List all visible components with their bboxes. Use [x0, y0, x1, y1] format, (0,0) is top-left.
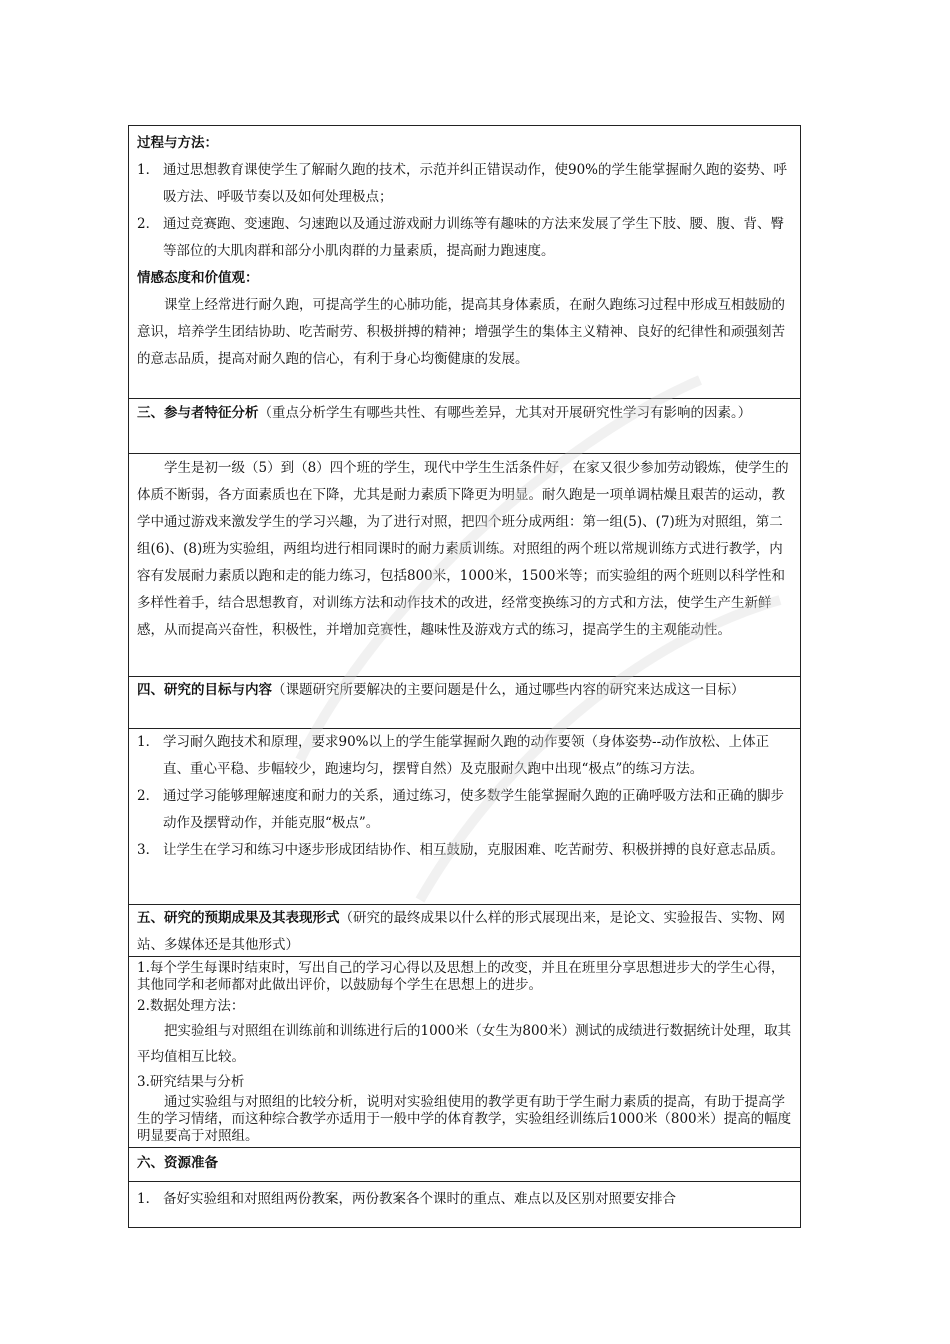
section3-title: 三、参与者特征分析 [137, 405, 259, 421]
list-item [137, 157, 792, 211]
list-item [137, 783, 792, 837]
item-text: 学习耐久跑技术和原理，要求90%以上的学生能掌握耐久跑的动作要领（身体姿势--动作放松、上体正直、重心平稳、步幅较少，跑速均匀，摆臂自然）及克服耐久跑中出现“极点”的练习方法。 [163, 734, 770, 777]
section5-p3-head: 3.研究结果与分析 [137, 1074, 245, 1090]
section3-text: 学生是初一级（5）到（8）四个班的学生，现代中学生生活条件好，在家又很少参加劳动锻炼，使学生的体质不断弱，各方面素质也在下降，尤其是耐力素质下降更为明显。耐久跑是一项单调枯燥且艰苦的运动，教学中通过游戏来激发学生的学习兴趣，为了进行对照，把四个班分成两组：第一组(5)、(7)班为对照组，第二组(6)、(8)班为实验组，两组均进行相同课时的耐力素质训练。对照组的两个班以常规训练方式进行教学，内容有发展耐力素质以跑和走的能力练习，包括800米，1000米，1500米等；而实验组的两个班则以科学性和多样性着手，结合思想教育，对训练方法和动作技术的改进，经常变换练习的方式和方法，使学生产生新鲜感，从而提高兴奋性，积极性，并增加竞赛性，趣味性及游戏方式的练习，提高学生的主观能动性。 [137, 460, 789, 638]
item-text: 通过学习能够理解速度和耐力的关系，通过练习，使多数学生能掌握耐久跑的正确呼吸方法和正确的脚步动作及摆臂动作，并能克服“极点”。 [163, 788, 784, 831]
row-section4-header [129, 677, 800, 729]
row-section3-header [129, 399, 800, 454]
section5-title: 五、研究的预期成果及其表现形式 [137, 910, 340, 926]
list-item [137, 837, 792, 864]
document-table [128, 125, 801, 1228]
item-text: 让学生在学习和练习中逐步形成团结协作、相互鼓励，克服困难、吃苦耐劳、积极拼搏的良好意志品质。 [163, 842, 784, 858]
item-text: 通过思想教育课使学生了解耐久跑的技术，示范并纠正错误动作，使90%的学生能掌握耐久跑的姿势、呼吸方法、呼吸节奏以及如何处理极点； [163, 162, 788, 205]
item-text: 通过竞赛跑、变速跑、匀速跑以及通过游戏耐力训练等有趣味的方法来发展了学生下肢、腰、腹、背、臀等部位的大肌肉群和部分小肌肉群的力量素质，提高耐力跑速度。 [163, 216, 784, 259]
row-section5-header [129, 905, 800, 957]
item-number: 1． [137, 162, 160, 178]
item-number: 1． [137, 1191, 160, 1207]
row-objectives [129, 126, 800, 399]
section4-title: 四、研究的目标与内容 [137, 682, 272, 698]
section5-p2-text: 把实验组与对照组在训练前和训练进行后的1000米（女生为800米）测试的成绩进行数据统计处理，取其平均值相互比较。 [137, 1023, 792, 1065]
item-number: 3． [137, 842, 160, 858]
section6-title: 六、资源准备 [137, 1155, 218, 1171]
section5-p3-text: 通过实验组与对照组的比较分析，说明对实验组使用的教学更有助于学生耐力素质的提高，有助于提高学生的学习情绪，而这种综合教学亦适用于一般中学的体育教学，实验组经训练后1000米（800米）提高的幅度明显要高于对照组。 [137, 1094, 792, 1144]
section4-note: （课题研究所要解决的主要问题是什么，通过哪些内容的研究来达成这一目标） [272, 682, 745, 698]
section5-note: （研究的最终成果以什么样的形式展现出来，是论文、实验报告、实物、网站、多媒体还是其他形式） [137, 910, 785, 953]
list-item [137, 1186, 792, 1213]
item-text: 备好实验组和对照组两份教案，两份教案各个课时的重点、难点以及区别对照要安排合 [163, 1191, 676, 1207]
row-section6-body [129, 1182, 800, 1227]
emotion-text: 课堂上经常进行耐久跑，可提高学生的心肺功能，提高其身体素质，在耐久跑练习过程中形成互相鼓励的意识，培养学生团结协助、吃苦耐劳、积极拼搏的精神；增强学生的集体主义精神、良好的纪律性和顽强刻苦的意志品质，提高对耐久跑的信心，有利于身心均衡健康的发展。 [137, 297, 785, 367]
item-number: 1． [137, 734, 160, 750]
list-item [137, 211, 792, 265]
item-number: 2． [137, 788, 160, 804]
row-section6-header [129, 1148, 800, 1182]
process-heading: 过程与方法： [137, 135, 218, 151]
row-section4-body [129, 729, 800, 905]
section5-p1: 1.每个学生每课时结束时，写出自己的学习心得以及思想上的改变，并且在班里分享思想进步大的学生心得，其他同学和老师都对此做出评价，以鼓励每个学生在思想上的进步。 [137, 960, 785, 993]
list-item [137, 729, 792, 783]
emotion-heading: 情感态度和价值观： [137, 270, 259, 286]
item-number: 2． [137, 216, 160, 232]
section3-note: （重点分析学生有哪些共性、有哪些差异，尤其对开展研究性学习有影响的因素。） [258, 405, 752, 421]
row-section5-body [129, 957, 800, 1148]
row-section3-body [129, 454, 800, 677]
section5-p2-head: 2.数据处理方法： [137, 998, 245, 1014]
